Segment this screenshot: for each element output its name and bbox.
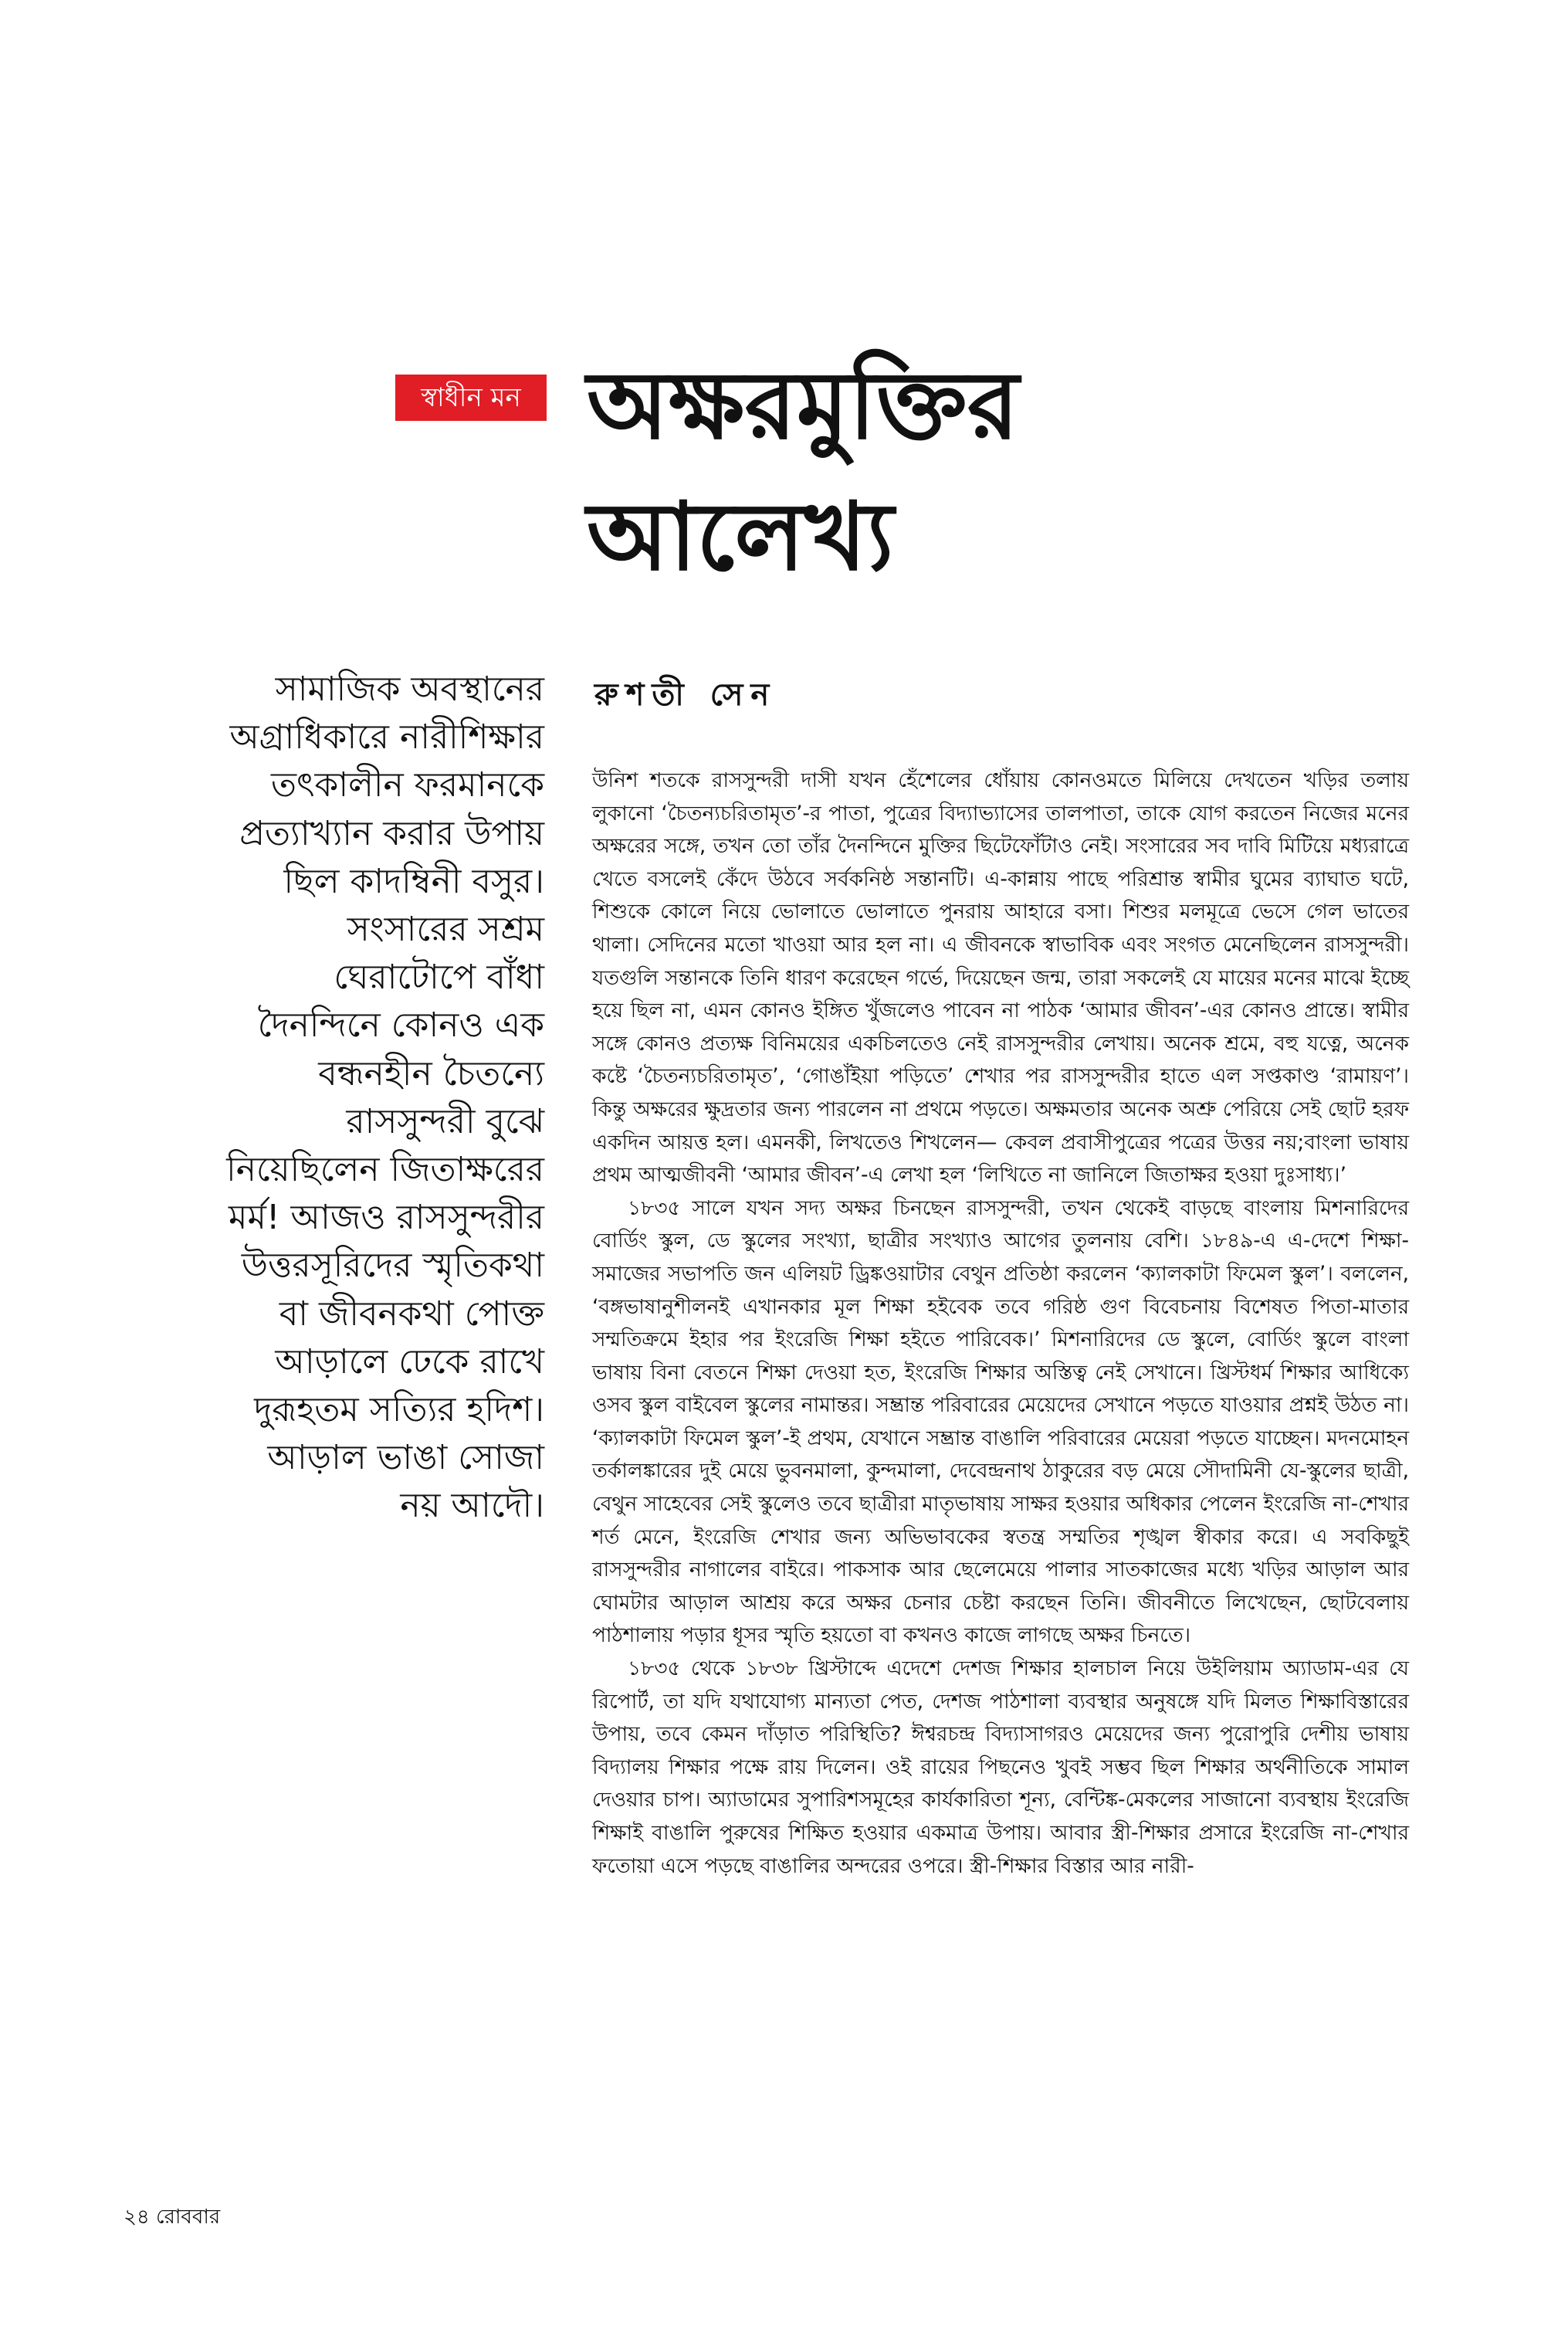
pull-quote-line: তৎকালীন ফরমানকে — [271, 765, 544, 805]
pull-quote-line: আড়াল ভাঙা সোজা — [267, 1438, 544, 1478]
body-paragraph: ১৮৩৫ থেকে ১৮৩৮ খ্রিস্টাব্দে এদেশে দেশজ শিক্ষার হালচাল নিয়ে উইলিয়াম অ্যাডাম-এর যে রিপোর্ট, তা যদি যথাযোগ্য মান্যতা পেত, দেশজ পাঠশালা ব্যবস্থার অনুষঙ্গে যদি মিলত শিক্ষাবিস্তারের উপায়, তবে কেমন দাঁড়াত পরিস্থিতি? ঈশ্বরচন্দ্র বিদ্যাসাগরও মেয়েদের জন্য পুরোপুরি দেশীয় ভাষায় বিদ্যালয় শিক্ষার পক্ষে রায় দিলেন। ওই রায়ের পিছনেও খুবই সম্ভব ছিল শিক্ষার অর্থনীতিকে সামাল দেওয়ার চাপ। অ্যাডামের সুপারিশসমূহের কার্যকারিতা শূন্য, বেন্টিঙ্ক-মেকলের সাজানো ব্যবস্থায় ইংরেজি শিক্ষাই বাঙালি পুরুষের শিক্ষিত হওয়ার একমাত্র উপায়। আবার স্ত্রী-শিক্ষার প্রসারে ইংরেজি না-শেখার ফতোয়া এসে পড়ছে বাঙালির অন্দরের ওপরে। স্ত্রী-শিক্ষার বিস্তার আর নারী- — [592, 1656, 1409, 1878]
pull-quote-line: নিয়েছিলেন জিতাক্ষরের — [226, 1150, 544, 1190]
pull-quote-line: আড়ালে ঢেকে রাখে — [275, 1341, 544, 1382]
pull-quote-line: মর্ম! আজও রাসসুন্দরীর — [229, 1198, 544, 1238]
headline — [587, 340, 1359, 602]
pull-quote-line: ছিল কাদম্বিনী বসুর। — [283, 861, 544, 901]
body-paragraph: ১৮৩৫ সালে যখন সদ্য অক্ষর চিনছেন রাসসুন্দরী, তখন থেকেই বাড়ছে বাংলায় মিশনারিদের বোর্ডিং স্কুল, ডে স্কুলের সংখ্যা, ছাত্রীর সংখ্যাও আগের তুলনায় বেশি। ১৮৪৯-এ এ-দেশে শিক্ষা-সমাজের সভাপতি জন এলিয়ট ড্রিঙ্কওয়াটার বেথুন প্রতিষ্ঠা করলেন ‘ক্যালকাটা ফিমেল স্কুল’। বললেন, ‘বঙ্গভাষানুশীলনই এখানকার মূল শিক্ষা হইবেক তবে গরিষ্ঠ গুণ বিবেচনায় বিশেষত পিতা-মাতার সম্মতিক্রমে ইহার পর ইংরেজি শিক্ষা হইতে পারিবেক।’ মিশনারিদের ডে স্কুলে, বোর্ডিং স্কুলে বাংলা ভাষায় বিনা বেতনে শিক্ষা দেওয়া হত, ইংরেজি শিক্ষার অস্তিত্ব নেই সেখানে। খ্রিস্টধর্ম শিক্ষার আধিক্যে ওসব স্কুল বাইবেল স্কুলের নামান্তর। সম্ভ্রান্ত পরিবারের মেয়েদের সেখানে পড়তে যাওয়ার প্রশ্নই উঠত না। ‘ক্যালকাটা ফিমেল স্কুল’-ই প্রথম, যেখানে সম্ভ্রান্ত বাঙালি পরিবারের মেয়েরা পড়তে যাচ্ছেন। মদনমোহন তর্কালঙ্কারের দুই মেয়ে ভুবনমালা, কুন্দমালা, দেবেন্দ্রনাথ ঠাকুরের বড় মেয়ে সৌদামিনী যে-স্কুলের ছাত্রী, বেথুন সাহেবের সেই স্কুলেও তবে ছাত্রীরা মাতৃভাষায় সাক্ষর হওয়ার অধিকার পেলেন ইংরেজি না-শেখার শর্ত মেনে, ইংরেজি শেখার জন্য অভিভাবকের স্বতন্ত্র সম্মতির শৃঙ্খল স্বীকার করে। এ সবকিছুই রাসসুন্দরীর নাগালের বাইরে। পাকসাক আর ছেলেমেয়ে পালার সাতকাজের মধ্যে খড়ির আড়াল আর ঘোমটার আড়াল আশ্রয় করে অক্ষর চেনার চেষ্টা করছেন তিনি। জীবনীতে লিখেছেন, ছোটবেলায় পাঠশালায় পড়ার ধূসর স্মৃতি হয়তো বা কখনও কাজে লাগছে অক্ষর চিনতে। — [592, 1195, 1409, 1648]
pull-quote-line: সংসারের সশ্রম — [347, 910, 544, 950]
pull-quote-line: ঘেরাটোপে বাঁধা — [334, 958, 544, 998]
page-folio: ২৪ রোববার — [124, 2206, 221, 2229]
article-body — [592, 765, 1409, 1883]
pull-quote — [116, 666, 544, 1531]
pull-quote-line: দৈনন্দিনে কোনও এক — [257, 1005, 544, 1046]
headline-line-1: অক্ষরমুক্তির — [587, 351, 1019, 460]
pull-quote-line: অগ্রাধিকারে নারীশিক্ষার — [229, 717, 544, 758]
pull-quote-line: নয় আদৌ। — [400, 1486, 544, 1526]
pull-quote-line: বন্ধনহীন চৈতন্যে — [318, 1053, 544, 1093]
pull-quote-line: উত্তরসূরিদের স্মৃতিকথা — [241, 1246, 544, 1286]
section-tag: স্বাধীন মন — [395, 375, 547, 421]
pull-quote-line: বা জীবনকথা পোক্ত — [279, 1294, 544, 1334]
headline-line-2: আলেখ্য — [587, 482, 894, 592]
pull-quote-line: দুরূহতম সত্যির হদিশ। — [254, 1390, 544, 1430]
pull-quote-line: প্রত্যাখ্যান করার উপায় — [239, 813, 544, 853]
pull-quote-line: সামাজিক অবস্থানের — [275, 670, 544, 709]
pull-quote-line: রাসসুন্দরী বুঝে — [346, 1101, 544, 1141]
body-paragraph: উনিশ শতকে রাসসুন্দরী দাসী যখন হেঁশেলের ধোঁয়ায় কোনওমতে মিলিয়ে দেখতেন খড়ির তলায় লুকানো ‘চৈতন্যচরিতামৃত’-র পাতা, পুত্রের বিদ্যাভ্যাসের তালপাতা, তাকে যোগ করতেন নিজের মনের অক্ষরের সঙ্গে, তখন তো তাঁর দৈনন্দিনে মুক্তির ছিটেফোঁটাও নেই। সংসারের সব দাবি মিটিয়ে মধ্যরাত্রে খেতে বসলেই কেঁদে উঠবে সর্বকনিষ্ঠ সন্তানটি। এ-কান্নায় পাছে পরিশ্রান্ত স্বামীর ঘুমের ব্যাঘাত ঘটে, শিশুকে কোলে নিয়ে ভোলাতে ভোলাতে পুনরায় আহারে বসা। শিশুর মলমূত্রে ভেসে গেল ভাতের থালা। সেদিনের মতো খাওয়া আর হল না। এ জীবনকে স্বাভাবিক এবং সংগত মেনেছিলেন রাসসুন্দরী। যতগুলি সন্তানকে তিনি ধারণ করেছেন গর্ভে, দিয়েছেন জন্ম, তারা সকলেই যে মায়ের মনের মাঝে ইচ্ছে হয়ে ছিল না, এমন কোনও ইঙ্গিত খুঁজলেও পাবেন না পাঠক ‘আমার জীবন’-এর কোনও প্রান্তে। স্বামীর সঙ্গে কোনও প্রত্যক্ষ বিনিময়ের একচিলতেও নেই রাসসুন্দরীর লেখায়। অনেক শ্রমে, বহু যত্নে, অনেক কষ্টে ‘চৈতন্যচরিতামৃত’, ‘গোঙাঁইয়া পড়িতে’ শেখার পর রাসসুন্দরীর হাতে এল সপ্তকাণ্ড ‘রামায়ণ’। কিন্তু অক্ষরের ক্ষুদ্রতার জন্য পারলেন না প্রথমে পড়তে। অক্ষমতার অনেক অশ্রু পেরিয়ে সেই ছোট হরফ একদিন আয়ত্ত হল। এমনকী, লিখতেও শিখলেন— কেবল প্রবাসীপুত্রের পত্রের উত্তর নয়;বাংলা ভাষায় প্রথম আত্মজীবনী ‘আমার জীবন’-এ লেখা হল ‘লিখিতে না জানিলে জিতাক্ষর হওয়া দুঃসাধ্য।’ — [592, 768, 1409, 1188]
byline: রুশতী সেন — [594, 677, 777, 713]
